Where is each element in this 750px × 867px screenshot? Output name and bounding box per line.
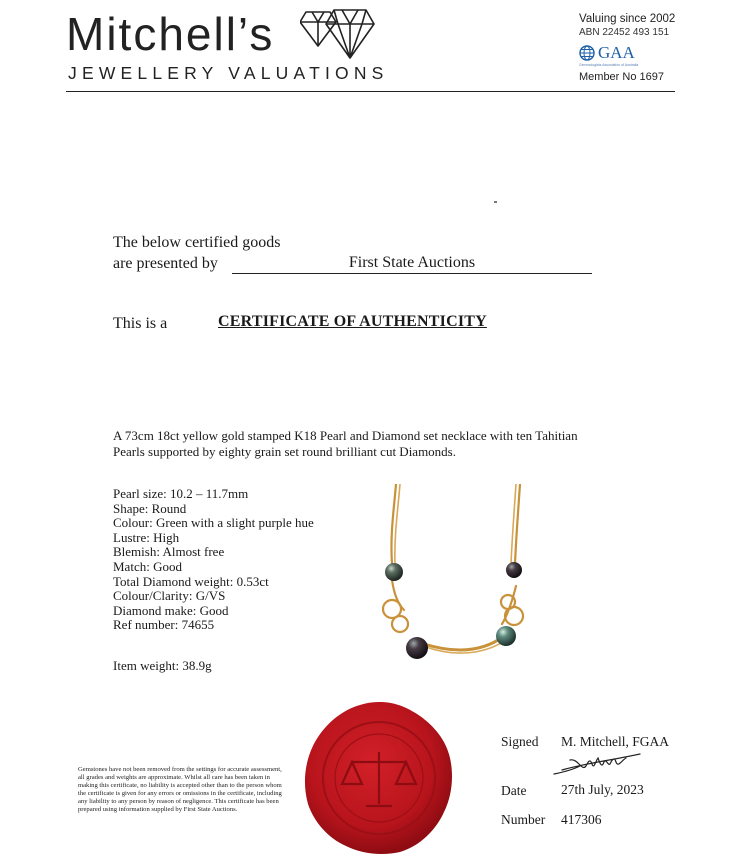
spec-colour-clarity: Colour/Clarity: G/VS xyxy=(113,588,226,604)
diamond-logo-icon xyxy=(300,6,376,62)
item-description: A 73cm 18ct yellow gold stamped K18 Pearl and Diamond set necklace with ten Tahitian Pearls supported by eighty grain set round brilliant cut Diamonds. xyxy=(113,428,578,459)
signed-value: M. Mitchell, FGAA xyxy=(561,734,669,749)
gaa-text: GAA xyxy=(598,43,635,62)
certificate-prefix: This is a xyxy=(113,315,168,332)
spec-pearl-size: Pearl size: 10.2 – 11.7mm xyxy=(113,486,249,501)
gaa-logo xyxy=(579,44,689,62)
necklace-photo xyxy=(370,484,545,660)
intro-line-1: The below certified goods xyxy=(113,234,281,251)
speck xyxy=(494,201,497,203)
header-info xyxy=(579,12,689,85)
wax-seal-icon xyxy=(304,700,454,855)
intro-line-2: are presented by xyxy=(113,255,218,272)
number-value: 417306 xyxy=(561,812,602,827)
certificate-title: CERTIFICATE OF AUTHENTICITY xyxy=(218,313,487,330)
presenter-name: First State Auctions xyxy=(232,253,592,274)
globe-icon xyxy=(579,45,595,61)
member-number: Member No 1697 xyxy=(579,71,664,83)
disclaimer-text: Gemstones have not been removed from the settings for accurate assessment, all grades and weights are approximate. Whilst all care has been taken in making this certificate, no liability is accepted other than to the person whom the certificate is given for any errors or omissions in the certificate, including any liability to any person by reason of negligence. This certificate has been prepared using information supplied by First State Auctions. xyxy=(78,766,282,813)
abn-number: ABN 22452 493 151 xyxy=(579,27,670,38)
valuing-since: Valuing since 2002 xyxy=(579,13,676,25)
spec-blemish: Blemish: Almost free xyxy=(113,544,225,560)
handwritten-signature xyxy=(552,752,642,778)
spec-shape: Shape: Round xyxy=(113,500,187,516)
spec-ref-number: Ref number: 74655 xyxy=(113,617,215,633)
spec-match: Match: Good xyxy=(113,558,182,574)
spec-colour: Colour: Green with a slight purple hue xyxy=(113,515,314,531)
signed-label: Signed xyxy=(501,734,539,749)
date-label: Date xyxy=(501,783,527,798)
brand-name: Mitchell’s xyxy=(66,8,275,60)
item-weight: Item weight: 38.9g xyxy=(113,658,212,673)
date-value: 27th July, 2023 xyxy=(561,782,644,797)
spec-lustre: Lustre: High xyxy=(113,529,180,545)
spec-list xyxy=(113,487,314,633)
spec-diamond-make: Diamond make: Good xyxy=(113,602,229,618)
number-label: Number xyxy=(501,812,546,827)
header-divider xyxy=(66,91,675,92)
brand-subtitle: JEWELLERY VALUATIONS xyxy=(68,63,389,83)
gaa-fine-print: Gemmologists Association of Australia xyxy=(579,63,639,67)
spec-diamond-weight: Total Diamond weight: 0.53ct xyxy=(113,573,269,589)
